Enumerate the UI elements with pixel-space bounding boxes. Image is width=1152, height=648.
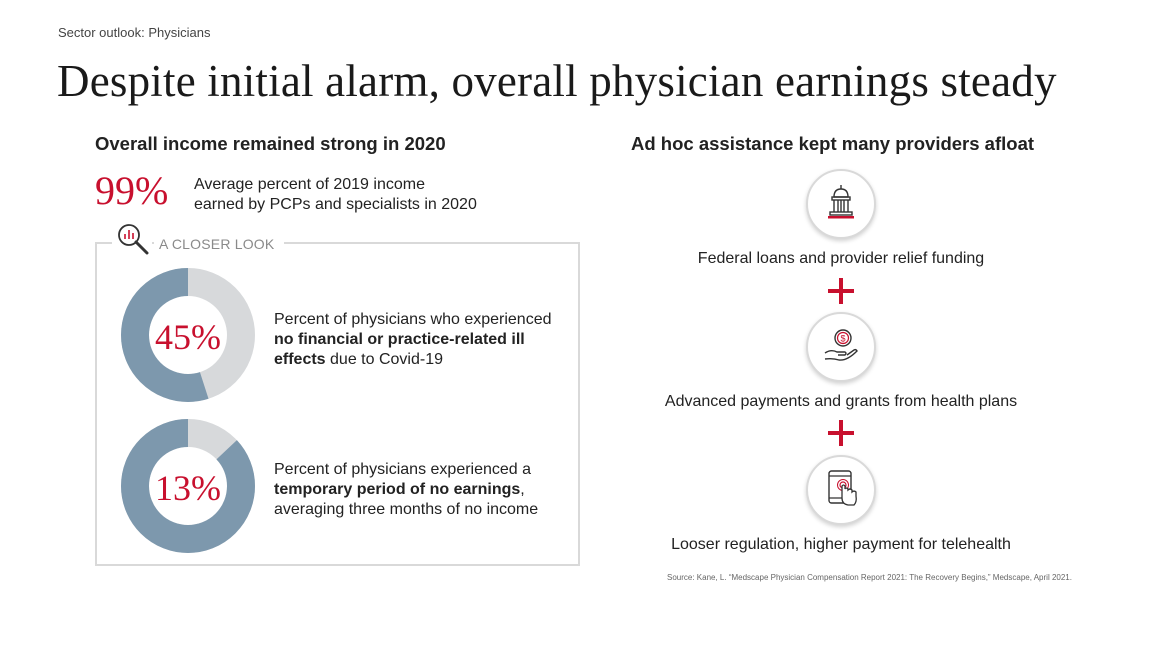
hand-coin-icon	[821, 325, 861, 370]
donut-description-no-earnings	[274, 460, 564, 520]
health-plans-icon-badge	[806, 312, 876, 382]
capitol-building-icon	[821, 182, 861, 227]
tablet-tap-icon	[821, 468, 861, 513]
closer-look-label: A CLOSER LOOK	[154, 236, 284, 252]
donut-desc-bold-1: no financial or practice-related ill effects	[274, 331, 525, 368]
assistance-label-telehealth: Looser regulation, higher payment for telehealth	[671, 536, 1011, 553]
source-citation: Source: Kane, L. “Medscape Physician Compensation Report 2021: The Recovery Begins,” Medscape, April 2021.	[667, 573, 1072, 582]
donut-desc-text-2b: , averaging three months of no income	[274, 481, 539, 518]
income-stat-value: 99%	[95, 168, 169, 213]
income-stat-desc-line1: Average percent of 2019 income	[194, 176, 425, 193]
right-section-heading: Ad hoc assistance kept many providers afloat	[631, 133, 1035, 154]
magnifier-chart-icon	[112, 220, 152, 260]
donut-value-no-ill-effects: 45%	[155, 317, 221, 357]
assistance-label-federal: Federal loans and provider relief funding	[697, 250, 985, 267]
donut-desc-bold-2: temporary period of no earnings	[274, 481, 521, 498]
donut-value-no-earnings: 13%	[155, 468, 221, 508]
svg-text:$: $	[840, 333, 846, 343]
donut-desc-text-1b: due to Covid-19	[325, 351, 443, 368]
left-section-heading: Overall income remained strong in 2020	[95, 133, 446, 154]
federal-loans-icon-badge	[806, 169, 876, 239]
plus-icon	[828, 420, 854, 446]
telehealth-icon-badge	[806, 455, 876, 525]
plus-icon	[828, 278, 854, 304]
assistance-label-health-plans: Advanced payments and grants from health plans	[664, 393, 1018, 410]
income-stat-desc-line2: earned by PCPs and specialists in 2020	[194, 196, 477, 213]
donut-desc-text-2: Percent of physicians experienced a	[274, 461, 532, 478]
page-title: Despite initial alarm, overall physician earnings steady	[57, 56, 1057, 106]
income-stat-description	[194, 175, 477, 215]
donut-desc-text-1: Percent of physicians who experienced	[274, 311, 552, 328]
eyebrow-label: Sector outlook: Physicians	[58, 25, 211, 40]
donut-description-no-ill-effects	[274, 310, 574, 370]
